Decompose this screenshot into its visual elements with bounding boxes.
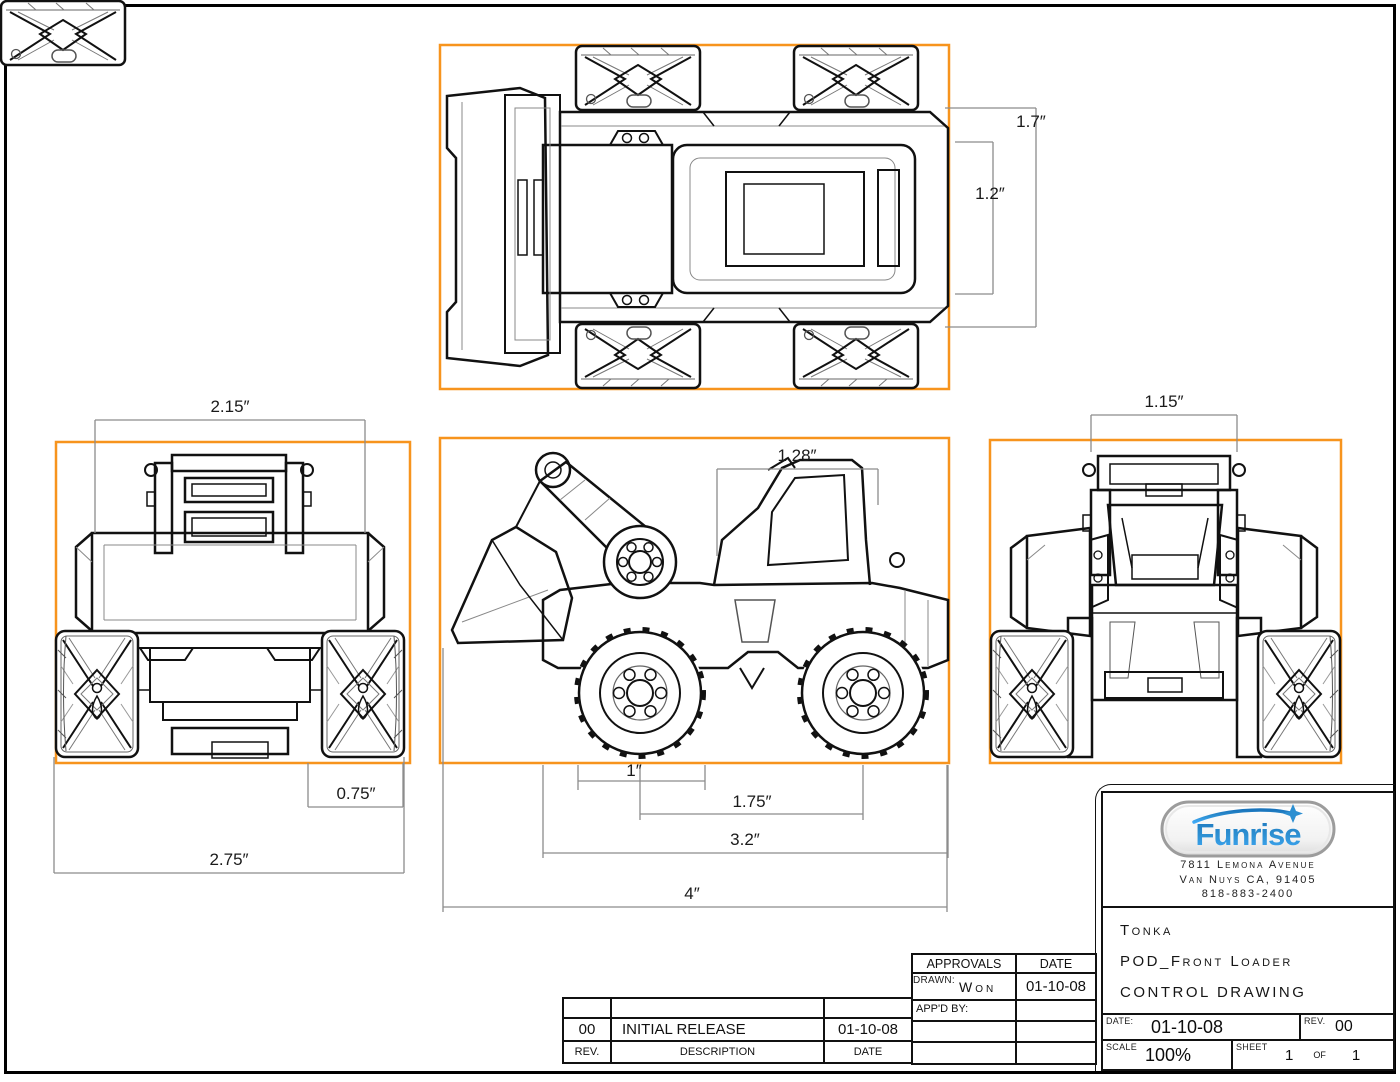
sheet-value: 1 bbox=[1285, 1046, 1294, 1064]
company-address bbox=[1180, 858, 1317, 902]
address-line1: 7811 Lemona Avenue bbox=[1180, 859, 1316, 871]
rev-empty-cell bbox=[612, 999, 825, 1019]
address-line2: Van Nuys CA, 91405 bbox=[1179, 873, 1317, 886]
date-value: 01-10-08 bbox=[1151, 1016, 1224, 1037]
logo-text: Funrise bbox=[1195, 817, 1301, 852]
date-label: DATE: bbox=[1106, 1016, 1134, 1026]
product-name: POD_Front Loader bbox=[1120, 953, 1293, 970]
approvals-empty-cell bbox=[1017, 1043, 1095, 1063]
top-view-dimensions bbox=[945, 108, 1036, 327]
of-label: OF bbox=[1313, 1050, 1326, 1060]
logo-section bbox=[1103, 793, 1393, 906]
dim-top-body-width: 1.2″ bbox=[975, 184, 1005, 203]
drawn-cell bbox=[913, 974, 1017, 1001]
appd-date-cell bbox=[1017, 1001, 1095, 1022]
brand-name: Tonka bbox=[1120, 922, 1173, 939]
document-type: CONTROL DRAWING bbox=[1120, 984, 1307, 1001]
dim-front-wheel-width: 0.75″ bbox=[336, 784, 376, 803]
side-view-front-wheel bbox=[576, 629, 704, 757]
dim-top-overall-width: 1.7″ bbox=[1016, 112, 1046, 131]
rev-footer-description: DESCRIPTION bbox=[612, 1042, 825, 1062]
drawn-date-cell: 01-10-08 bbox=[1017, 974, 1095, 1001]
rev-label: REV. bbox=[1304, 1016, 1326, 1026]
approvals-table bbox=[911, 953, 1097, 1065]
of-value: 1 bbox=[1351, 1046, 1361, 1064]
scale-label: SCALE bbox=[1106, 1042, 1138, 1052]
dim-side-overall-length: 4″ bbox=[684, 884, 700, 903]
date-rev-row bbox=[1103, 1013, 1393, 1039]
rev-footer-date: DATE bbox=[853, 1046, 883, 1058]
dim-side-cab-length: 1.28″ bbox=[777, 446, 817, 465]
scale-cell bbox=[1103, 1041, 1233, 1069]
dim-front-bucket-width: 2.15″ bbox=[210, 397, 250, 416]
appd-by-cell: APP'D BY: bbox=[913, 1001, 1017, 1022]
sheet-cell bbox=[1233, 1041, 1393, 1069]
product-section bbox=[1103, 906, 1393, 1013]
rev-value: 00 bbox=[1335, 1018, 1353, 1035]
rev-empty-cell bbox=[564, 999, 612, 1019]
rev-cell bbox=[1301, 1015, 1393, 1039]
revision-table bbox=[562, 997, 913, 1064]
approvals-empty-cell bbox=[913, 1022, 1017, 1043]
drawn-label: DRAWN: bbox=[913, 975, 955, 986]
sheet-label: SHEET bbox=[1236, 1042, 1268, 1052]
dim-side-body-length: 3.2″ bbox=[730, 830, 760, 849]
funrise-logo bbox=[1160, 800, 1336, 858]
side-view bbox=[440, 438, 949, 912]
rev-date-cell: 01-10-08 bbox=[825, 1019, 911, 1042]
front-view bbox=[54, 397, 410, 873]
side-view-rear-wheel bbox=[799, 629, 927, 757]
drawn-name: Won bbox=[958, 978, 997, 995]
date-cell bbox=[1103, 1015, 1301, 1039]
company-phone: 818-883-2400 bbox=[1201, 888, 1295, 900]
rear-view bbox=[990, 392, 1341, 763]
scale-value: 100% bbox=[1145, 1044, 1192, 1065]
approvals-empty-cell bbox=[1017, 1022, 1095, 1043]
rev-empty-cell bbox=[825, 999, 911, 1019]
dim-rear-mast-width: 1.15″ bbox=[1144, 392, 1184, 411]
rev-number-cell: 00 bbox=[564, 1019, 612, 1042]
rev-description-cell: INITIAL RELEASE bbox=[612, 1019, 825, 1042]
dim-side-wheelbase: 1.75″ bbox=[732, 792, 772, 811]
rear-view-dimensions bbox=[1091, 415, 1237, 452]
approvals-date-header: DATE bbox=[1017, 955, 1095, 974]
dim-front-overall-width: 2.75″ bbox=[209, 850, 249, 869]
title-block bbox=[1095, 784, 1395, 1071]
scale-sheet-row bbox=[1103, 1039, 1393, 1069]
top-view bbox=[1, 1, 1046, 389]
approvals-empty-cell bbox=[913, 1043, 1017, 1063]
rev-footer-rev: REV. bbox=[564, 1042, 612, 1062]
dim-side-wheel-diameter: 1″ bbox=[626, 761, 642, 780]
approvals-header: APPROVALS bbox=[913, 955, 1017, 974]
